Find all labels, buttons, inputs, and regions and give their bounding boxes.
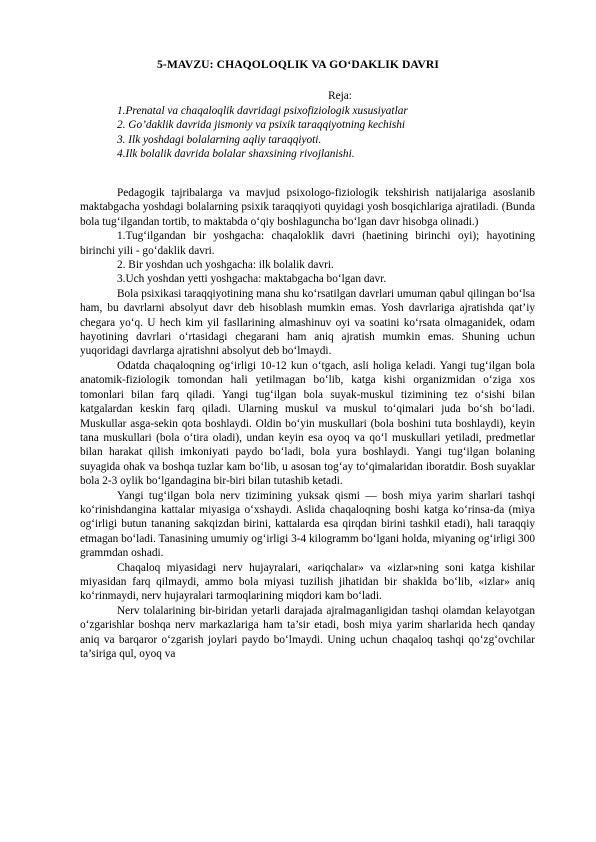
page-title: 5-MAVZU: CHAQOLOQLIK VA GO‘DAKLIK DAVRI: [157, 58, 439, 71]
plan-list: [117, 104, 497, 162]
paragraph: 3.Uch yoshdan yetti yoshgacha: maktabgacha bo‘lgan davr.: [117, 273, 387, 286]
paragraph: 2. Bir yoshdan uch yoshgacha: ilk bolalik davri.: [117, 259, 334, 272]
paragraph: Odatda chaqaloqning og‘irligi 10-12 kun o‘tgach, asli holiga keladi. Yangi tug‘ilgan bola anatomik-fiziologik tomondan hali yetilmagan bo‘lib, katga kishi organizmidan o‘ziga xos tomonlari bilan farq qiladi. Yangi tug‘ilgan bola suyak-muskul tizimining tez o‘sishi bilan katgalardan keskin farq qiladi. Ularning muskul va muskul to‘qimalari juda bo‘sh bo‘ladi. Muskullar asga-sekin qota boshlaydi. Oldin bo‘yin muskullari (bola boshini tuta boshlaydi), keyin tana muskullari (bola o‘tira oladi), undan keyin esa oyoq va qo‘l muskullari yetiladi, predmetlar bilan harakat qilish imkoniyati paydo bo‘ladi, bola yura boshlaydi. Yangi tug‘ilgan bolaning suyagida ohak va boshqa tuzlar kam bo‘lib, u asosan tog‘ay to‘qimalaridan iboratdir. Bosh suyaklar bola 2-3 oylik bo‘lgandagina bir-biri bilan tutashib ketadi.: [80, 359, 535, 488]
plan-item: 1.Prenatal va chaqaloqlik davridagi psixofiziologik xususiyatlar: [117, 105, 408, 117]
plan-item: 3. Ilk yoshdagi bolalarning aqliy taraqqiyoti.: [117, 133, 322, 146]
plan-item: 4.Ilk bolalik davrida bolalar shaxsining rivojlanishi.: [117, 148, 355, 161]
plan-item: 2. Go’daklik davrida jismoniy va psixik taraqqiyotning kechishi: [117, 119, 406, 132]
paragraph: Chaqaloq miyasidagi nerv hujayralari, «ariqchalar» va «izlar»ning soni katga kishilar miyasidan farq qilmaydi, ammo bola miyasi tuzilish jihatidan bir shaklda bo‘lib, «izlar» aniq ko‘rinmaydi, nerv hujayralari tarmoqlarining miqdori kam bo‘ladi.: [80, 561, 535, 603]
body-text: [80, 186, 535, 661]
plan-heading: Reja:: [328, 90, 352, 102]
paragraph: Pedagogik tajribalarga va mavjud psixologo-fiziologik tekshirish natijalariga asoslanib maktabgacha yoshdagi bolalarning psixik taraqqiyoti quyidagi yosh bosqichlariga ajratiladi. (Bunda bola tug‘ilgandan tortib, to maktabda o‘qiy boshlaguncha bo‘lgan davr hisobga olinadi.): [80, 187, 535, 228]
paragraph: Bola psixikasi taraqqiyotining mana shu ko‘rsatilgan davrlari umuman qabul qilingan bo‘lsa ham, bu davrlarni absolyut davr deb hisoblash mumkin emas. Yosh davrlariga ajratishda qat’iy chegara yo‘q. U hech kim yil fasllarining almashinuv oyi va soatini ko‘rsata olmaganidek, odam hayotining davrlari o‘rtasidagi chegarani ham aniq ajratish mumkin emas. Shuning uchun yuqoridagi davrlarga ajratishni absolyut deb bo‘lmaydi.: [80, 287, 535, 358]
paragraph: Nerv tolalarining bir-biridan yetarli darajada ajralmaganligidan tashqi olamdan kelayotgan o‘zgarishlar boshqa nerv markazlariga ham ta’sir etadi, bosh miya yarim sharlarida hech qanday aniq va barqaror o‘zgarish joylari paydo bo‘lmaydi. Uning uchun chaqaloq tashqi qo‘zg‘ovchilar ta’siriga qul, oyoq va: [80, 604, 535, 660]
paragraph: 1.Tug‘ilgandan bir yoshgacha: chaqaloklik davri (haetining birinchi oyi); hayotining birinchi yili - go‘daklik davri.: [80, 230, 535, 257]
paragraph: Yangi tug‘ilgan bola nerv tizimining yuksak qismi — bosh miya yarim sharlari tashqi ko‘rinishdangina kattalar miyasiga o‘xshaydi. Aslida chaqaloqning boshi katga ko‘rinsa-da (miya og‘irligi butun tananing sakqizdan birini, kattalarda esa qirqdan birini tashkil etadi), hali taraqqiy etmagan bo‘ladi. Tanasining umumiy og‘irligi 3-4 kilogramm bo‘lgani holda, miyaning og‘irligi 300 grammdan oshadi.: [80, 489, 535, 560]
